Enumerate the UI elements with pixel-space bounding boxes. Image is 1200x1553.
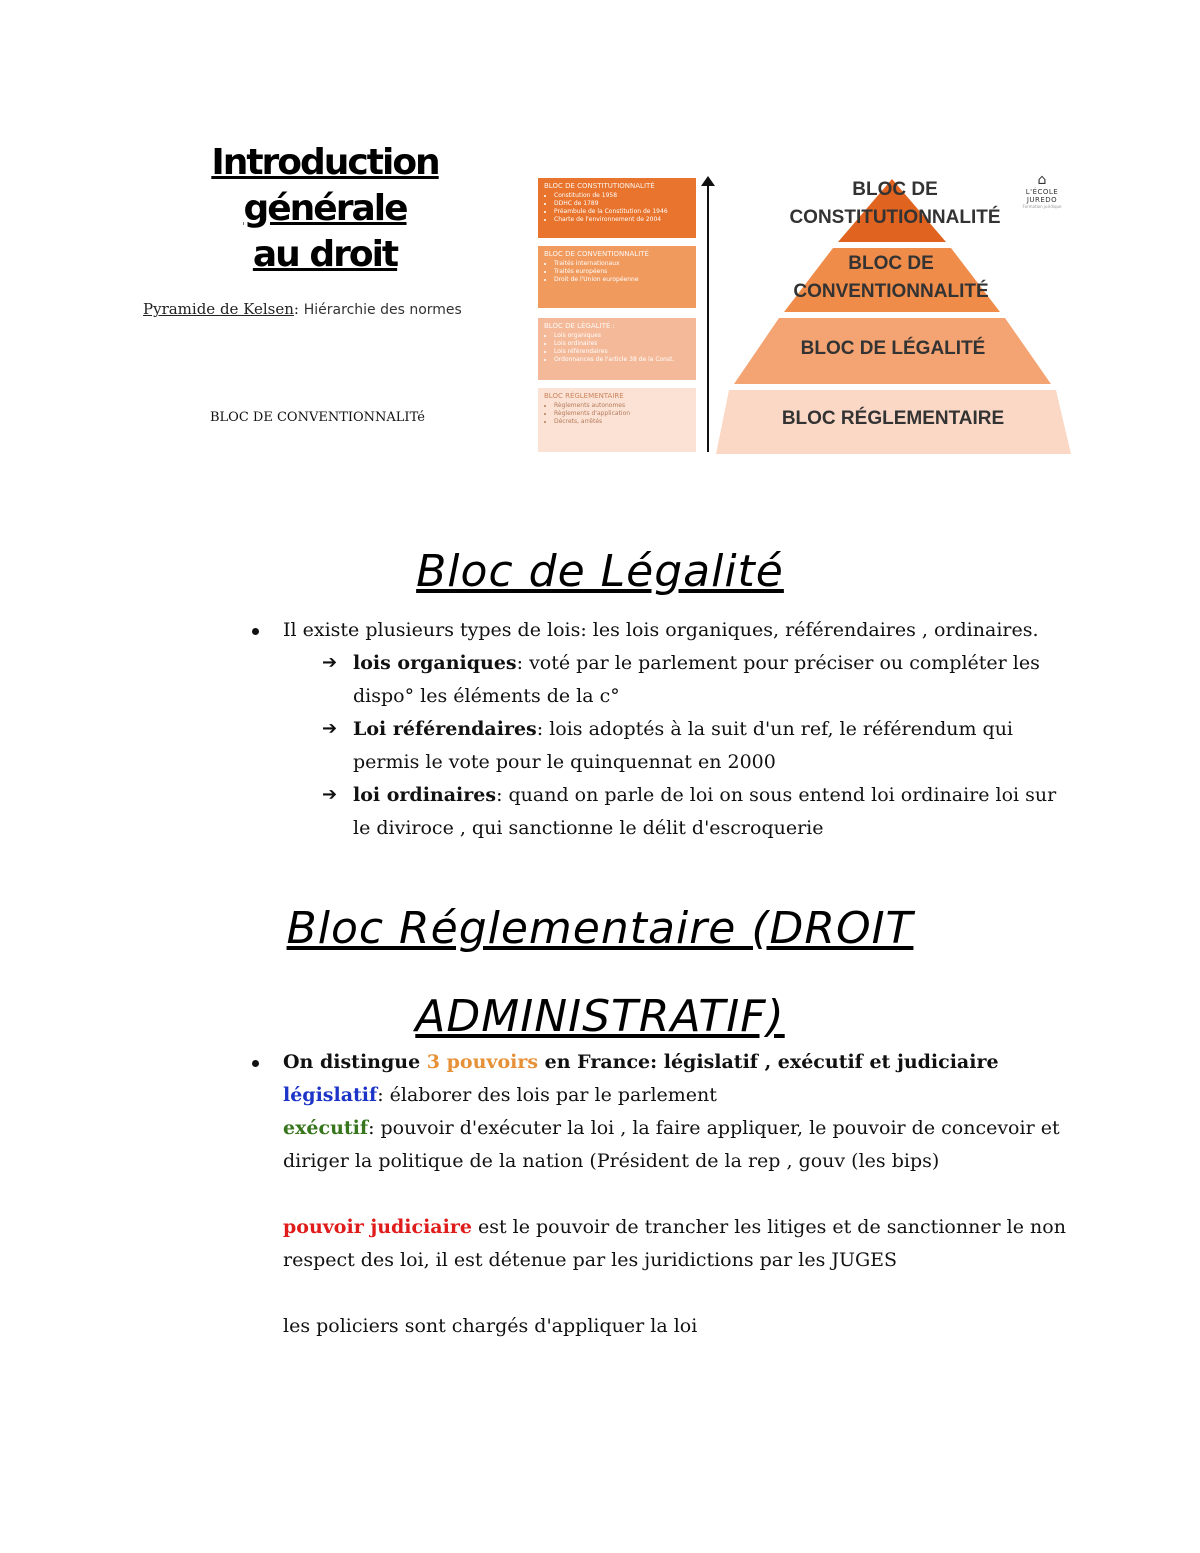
list-item: • Constitution de 1958 xyxy=(554,192,690,200)
text-run: respect des loi, il est détenue par les juridictions par les JUGES xyxy=(283,1249,898,1271)
table-box-title: BLOC DE LÉGALITÉ : xyxy=(544,322,615,330)
pyramid-label-line: CONVENTIONNALITÉ xyxy=(793,281,989,302)
logo-name: L'ÉCOLE JUREDO xyxy=(1025,188,1059,204)
term-executif: exécutif xyxy=(283,1117,369,1139)
table-box-reglementaire xyxy=(538,388,696,452)
list-item: • Charte de l'environnement de 2004 xyxy=(554,216,690,224)
item-loi-referendaires xyxy=(353,713,1053,779)
item-text-cont: le diviroce , qui sanctionne le délit d'escroquerie xyxy=(353,817,824,839)
ecole-logo xyxy=(1010,172,1074,209)
pyramid-label-reglementaire: BLOC RÉGLEMENTAIRE xyxy=(781,408,1005,429)
heading-line: ADMINISTRATIF) xyxy=(415,991,785,1042)
arrow-right-icon: ➔ xyxy=(322,784,338,805)
list-item: • Lois référendaires xyxy=(554,348,690,356)
pyramid-label-legalite: BLOC DE LÉGALITÉ xyxy=(800,338,986,359)
text-run: est le pouvoir de trancher les litiges et de sanctionner le non xyxy=(471,1216,1066,1238)
heading-bloc-reglementaire xyxy=(0,885,1200,1061)
table-box-list xyxy=(554,402,690,426)
text-run: On distingue xyxy=(283,1051,427,1073)
bloc-conventionnalite-label: BLOC DE CONVENTIONNALITé xyxy=(210,410,425,425)
list-item: • Droit de l'Union européenne xyxy=(554,276,690,284)
term-judiciaire: pouvoir judiciaire xyxy=(283,1216,472,1238)
pouvoir-executif xyxy=(283,1112,1083,1145)
pouvoir-legislatif xyxy=(283,1079,1083,1112)
table-box-title: BLOC RÉGLEMENTAIRE xyxy=(544,392,624,400)
arrow-right-icon: ➔ xyxy=(322,652,338,673)
item-lois-organiques xyxy=(353,647,1053,713)
table-box-list xyxy=(554,260,690,284)
legalite-intro: Il existe plusieurs types de lois: les lois organiques, référendaires , ordinaires. xyxy=(283,619,1039,641)
table-box-constitutionnalite xyxy=(538,178,696,238)
list-item: • Règlements autonomes xyxy=(554,402,690,410)
table-box-title: BLOC DE CONVENTIONNALITÉ xyxy=(544,250,649,258)
subtitle xyxy=(143,300,462,318)
text-run: : pouvoir d'exécuter la loi , la faire appliquer, le pouvoir de concevoir et xyxy=(368,1117,1060,1139)
item-text: : quand on parle de loi on sous entend loi ordinaire loi sur xyxy=(496,784,1057,806)
text-run: en France: législatif , exécutif et judiciaire xyxy=(538,1051,999,1073)
doc-title-line1: Introduction générale xyxy=(211,142,439,229)
pyramid-label-line: BLOC DE xyxy=(852,179,938,200)
term-loi-referendaires: Loi référendaires xyxy=(353,718,537,740)
term-lois-organiques: lois organiques xyxy=(353,652,517,674)
item-loi-ordinaires xyxy=(353,779,1073,845)
table-box-conventionnalite xyxy=(538,246,696,308)
pouvoirs-block xyxy=(283,1046,1083,1343)
logo-subtitle: Formation juridique xyxy=(1022,204,1062,209)
term-loi-ordinaires: loi ordinaires xyxy=(353,784,497,806)
list-item: • DDHC de 1789 xyxy=(554,200,690,208)
item-text: : lois adoptés à la suit d'un ref, le référendum qui xyxy=(536,718,1014,740)
bullet-icon xyxy=(252,628,259,635)
item-text-cont: dispo° les éléments de la c° xyxy=(353,685,620,707)
doc-title-line2: au droit xyxy=(252,234,398,275)
list-item: • Règlements d'application xyxy=(554,410,690,418)
pyramid-label-conventionnalite xyxy=(760,250,1022,306)
list-item: • Lois ordinaires xyxy=(554,340,690,348)
pyramid-label-line: BLOC DE xyxy=(848,253,934,274)
text-run: diriger la politique de la nation (Président de la rep , gouv (les bips) xyxy=(283,1150,940,1172)
table-box-title: BLOC DE CONSTITUTIONNALITÉ xyxy=(544,182,655,190)
table-box-list xyxy=(554,192,690,224)
pouvoir-judiciaire xyxy=(283,1211,1083,1244)
item-text-cont: permis le vote pour le quinquennat en 2000 xyxy=(353,751,776,773)
item-text: : voté par le parlement pour préciser ou compléter les xyxy=(516,652,1040,674)
arrow-right-icon: ➔ xyxy=(322,718,338,739)
list-item: • Traités internationaux xyxy=(554,260,690,268)
term-legislatif: législatif xyxy=(283,1084,378,1106)
text-run: : élaborer des lois par le parlement xyxy=(377,1084,717,1106)
building-icon: ⌂ xyxy=(1037,172,1047,188)
list-item: • Traités européens xyxy=(554,268,690,276)
text-3-pouvoirs: 3 pouvoirs xyxy=(426,1051,539,1073)
hierarchy-axis xyxy=(707,184,709,452)
table-box-legalite xyxy=(538,318,696,380)
subtitle-rest: Hiérarchie des normes xyxy=(303,302,462,318)
pyramid-label-constitutionnalite xyxy=(760,176,1030,232)
list-item: • Décrets, arrêtés xyxy=(554,418,690,426)
subtitle-sep: : xyxy=(293,300,304,318)
table-box-list xyxy=(554,332,690,364)
doc-title xyxy=(140,140,510,278)
list-item: • Lois organiques xyxy=(554,332,690,340)
pyramid-label-line: CONSTITUTIONNALITÉ xyxy=(789,207,1001,228)
list-item: • Ordonnances de l'article 38 de la Const. xyxy=(554,356,690,364)
subtitle-label: Pyramide de Kelsen xyxy=(143,300,294,318)
heading-bloc-legalite: Bloc de Légalité xyxy=(416,546,784,597)
list-item: • Préambule de la Constitution de 1946 xyxy=(554,208,690,216)
bullet-icon xyxy=(252,1060,259,1067)
policiers-text: les policiers sont chargés d'appliquer la loi xyxy=(283,1315,698,1337)
heading-line: Bloc Réglementaire (DROIT xyxy=(286,903,914,954)
pouvoirs-intro xyxy=(283,1046,1083,1079)
